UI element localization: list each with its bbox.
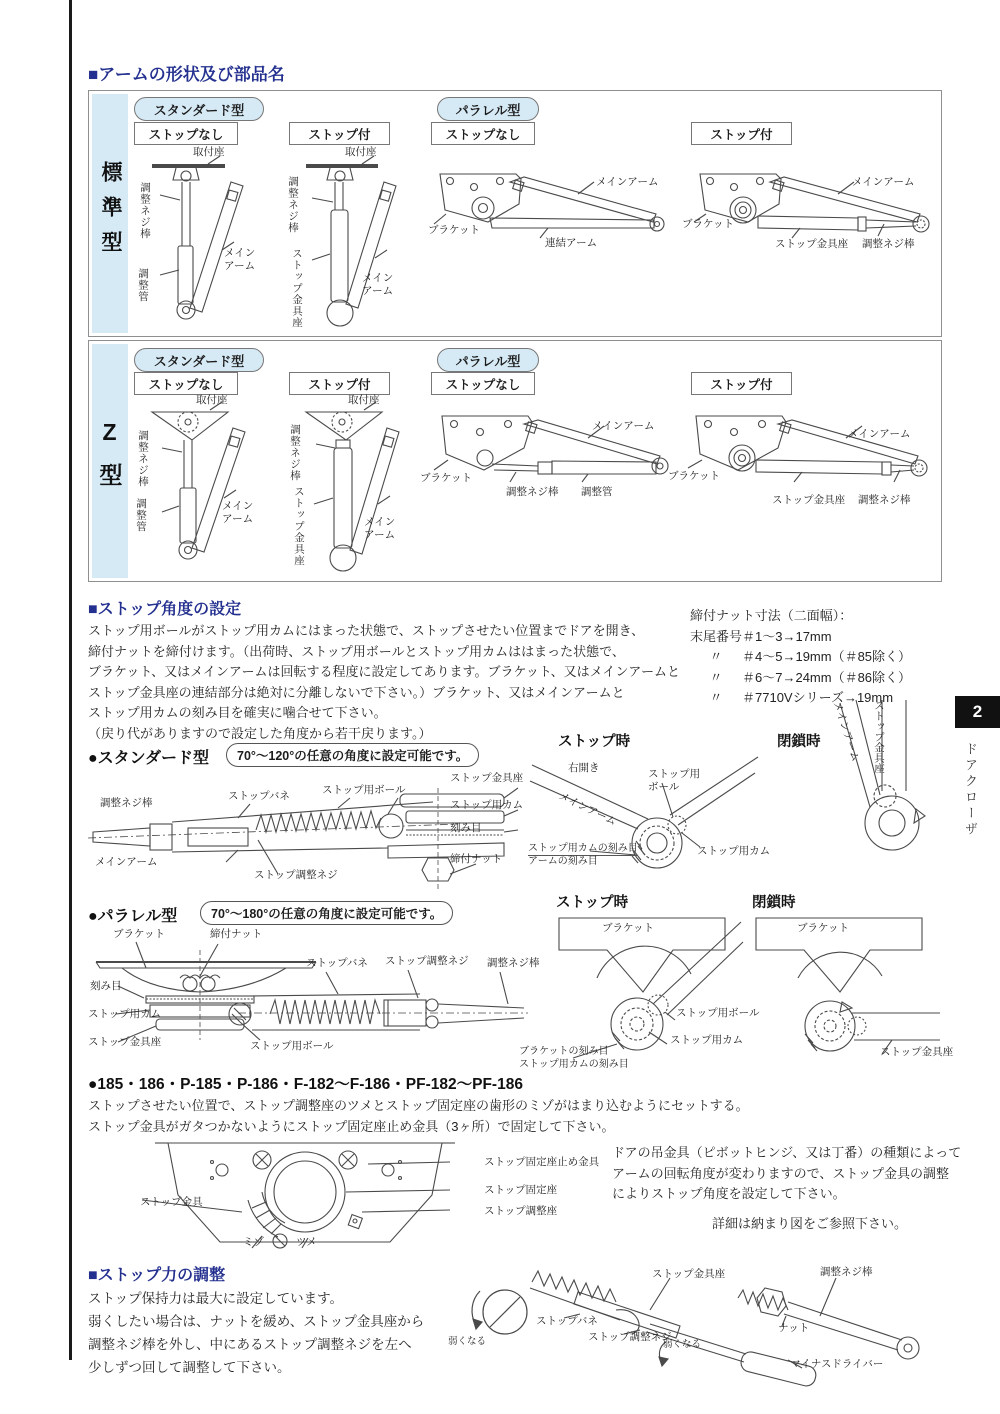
label-mounting-plate: 取付座 [196,394,228,406]
label-stop-ball: ストップ用ボール [648,768,701,794]
label-stop-adjust-screw: ストップ調整ネジ [588,1331,672,1343]
label-main-arm: メインアーム [222,500,254,526]
label-link-arm: 連結アーム [545,237,598,249]
label-main-arm: メインアーム [224,247,256,273]
stop-angle-paragraph [88,621,680,744]
label-stop-bracket-seat: ストップ金具座 [873,700,885,774]
label-adjust-rod: 調整ネジ棒 [506,486,559,498]
label-stop-ball: ストップ用ボール [676,1007,760,1019]
label-adjust-tube: 調整管 [135,498,147,533]
label-stop-fixing-seat-lock: ストップ固定座止め金具 [484,1156,600,1168]
label-arm-notch: アームの刻み目 [528,856,598,867]
ditto-mark: 〃 [709,690,723,705]
label-tightening-nut: 締付ナット [210,928,263,940]
label-bracket: ブラケット [668,470,720,482]
reference-note: 詳細は納まり図をご参照下さい。 [712,1216,908,1231]
label-bracket: ブラケット [602,922,654,934]
label-stop-cam: ストップ用カム [670,1034,744,1046]
side-index-label: ドアクローザ [963,742,978,838]
label-right-opening: 右開き [568,762,600,774]
oval-standard-arm: スタンダード型 [134,348,264,372]
label-weaken: 弱くなる [663,1339,702,1350]
tag-no-stop: ストップなし [134,122,238,145]
paragraph-line: ストップ保持力は最大に設定しています。 [88,1291,344,1306]
label-weaken: 弱くなる [448,1336,487,1347]
label-stop-spring: ストップバネ [228,790,290,802]
label-stop-adjust-seat: ストップ調整座 [484,1205,558,1217]
paragraph-line: 少しずつ回して調整して下さい。 [88,1360,291,1375]
label-stop-adjust-screw: ストップ調整ネジ [254,869,338,881]
label-adjust-tube: 調整管 [137,268,149,303]
label-adjust-rod: 調整ネジ棒 [287,176,299,234]
tag-with-stop: ストップ付 [691,122,792,145]
page-number-tab: 2 [955,696,1000,728]
label-main-arm: メインアーム [848,428,911,440]
paragraph-line: （戻り代がありますので設定した角度から若干戻ります。） [88,725,432,741]
label-stop-cam-notch: ストップ用カムの刻み目 [519,1059,629,1070]
tag-with-stop: ストップ付 [289,372,390,395]
label-stop-adjust-screw: ストップ調整ネジ [385,955,469,967]
tag-no-stop: ストップなし [431,372,535,395]
label-stop-bracket-seat: ストップ金具座 [293,486,305,567]
stop-state-title: ストップ時 [556,895,629,911]
label-bracket: ブラケット [113,928,165,940]
label-bracket: ブラケット [428,224,480,236]
label-stop-fixing-seat: ストップ固定座 [484,1184,558,1196]
left-margin-rule [69,0,72,1360]
nut-size-line: 〃 ＃4～5→19mm（＃85除く） [690,647,911,668]
label-adjust-rod: 調整ネジ棒 [858,494,911,506]
label-stop-cam: ストップ用カム [88,1008,162,1020]
label-stop-bracket-seat: ストップ金具座 [880,1046,954,1058]
label-stop-bracket-seat: ストップ金具座 [772,494,846,506]
nut-size-line: 〃 ＃7710Vシリーズ→19mm [690,688,911,709]
label-groove: ミゾ [243,1236,264,1248]
label-tightening-nut: 締付ナット [450,853,503,865]
tag-with-stop: ストップ付 [289,122,390,145]
oval-standard-arm: スタンダード型 [134,97,264,121]
label-stop-bracket-seat: ストップ金具座 [88,1036,162,1048]
nut-size-heading: 締付ナット寸法（二面幅）： [690,608,853,623]
tag-no-stop: ストップなし [134,372,238,395]
label-main-arm: メインアーム [592,420,655,432]
stop-state-title: ストップ時 [558,734,631,750]
label-adjust-rod: 調整ネジ棒 [100,797,153,809]
paragraph-line: 弱くしたい場合は、ナットを緩め、ストップ金具座から [88,1314,425,1329]
label-adjust-rod: 調整ネジ棒 [139,182,151,240]
nut-size-info [690,606,911,709]
label-stop-bracket-seat: ストップ金具座 [291,248,303,329]
paragraph-line: 調整ネジ棒を外し、中にあるストップ調整ネジを左へ [88,1337,412,1352]
label-stop-bracket-seat: ストップ金具座 [450,772,524,784]
standard-angle-range-pill: 70°～120°の任意の角度に設定可能です。 [226,743,479,767]
label-mounting-plate: 取付座 [193,146,225,158]
label-stop-spring: ストップバネ [306,957,368,969]
label-adjust-rod: 調整ネジ棒 [137,430,149,488]
label-mounting-plate: 取付座 [348,394,380,406]
label-mounting-plate: 取付座 [345,146,377,158]
ditto-mark: 〃 [709,649,723,664]
label-adjust-tube: 調整管 [581,486,613,498]
paragraph-line: ストップ金具座の連結部分は絶対に分離しないで下さい。）ブラケット、又はメインアームと [88,684,625,700]
section-title-stop-angle: ■ストップ角度の設定 [88,601,242,618]
label-stop-fitting: ストップ金具 [140,1196,203,1208]
standard-arm-no-stop-diagram [130,150,265,330]
models-note [612,1143,961,1205]
label-adjust-rod: 調整ネジ棒 [820,1266,873,1278]
note-line: アームの回転角度が変わりますので、ストップ金具の調整 [612,1165,949,1181]
label-adjust-rod: 調整ネジ棒 [862,238,915,250]
label-adjust-rod: 調整ネジ棒 [487,957,540,969]
stop-force-parts-diagram [520,1258,940,1403]
label-main-arm: メインアーム [364,516,396,542]
closed-state-title: 閉鎖時 [752,895,796,911]
paragraph-line: ストップ用カムの刻み目を確実に噛合せて下さい。 [88,705,387,720]
label-stop-spring: ストップバネ [536,1315,598,1327]
label-bracket: ブラケット [420,472,472,484]
label-main-arm: メインアーム [556,790,619,829]
label-bracket-notch: ブラケットの刻み目 [519,1046,609,1057]
standard-subheading: ●スタンダード型 [88,750,210,767]
ditto-mark: 〃 [709,669,723,685]
closed-state-title: 閉鎖時 [777,734,821,750]
note-line: によりストップ角度を設定して下さい。 [612,1186,846,1201]
oval-parallel-arm: パラレル型 [437,97,539,121]
nut-size-line: 〃 ＃6～7→24mm（＃86除く） [690,668,911,689]
label-notch: 刻み目 [90,980,122,992]
label-stop-cam: ストップ用カム [450,799,524,811]
section-title-stop-force: ■ストップ力の調整 [88,1267,226,1284]
models-heading: ●185・186・P-185・P-186・F-182～F-186・PF-182～PF-186 [88,1076,523,1093]
section-title-arm-shapes: ■アームの形状及び部品名 [88,65,285,84]
label-stop-bracket-seat: ストップ金具座 [652,1268,726,1280]
label-main-arm: メインアーム [95,856,158,868]
label-claw: ツメ [296,1236,317,1248]
side-label-z-type: Z型 [92,344,128,578]
note-line: ドアの吊金具（ピボットヒンジ、又は丁番）の種類によって [612,1145,962,1160]
label-bracket: ブラケット [797,922,849,934]
label-stop-cam-notch: ストップ用カムの刻み目 [528,843,638,854]
oval-parallel-arm: パラレル型 [437,348,539,372]
models-line2: ストップ金具がガタつかないようにストップ固定座止め金具（3ヶ所）で固定して下さい。 [88,1119,615,1134]
label-main-arm: メインアーム [596,176,659,188]
label-stop-cam: ストップ用カム [697,845,771,857]
paragraph-line: ブラケット、又はメインアームは回転する程度に設定してあります。ブラケット、又はメインアームと [88,664,681,679]
label-stop-bracket-seat: ストップ金具座 [775,238,849,250]
label-main-arm: メインアーム [852,176,915,188]
tag-no-stop: ストップなし [431,122,535,145]
label-stop-ball: ストップ用ボール [322,784,406,796]
paragraph-line: ストップ用ボールがストップ用カムにはまった状態で、ストップさせたい位置までドアを開き、 [88,623,645,638]
z-arm-no-stop-diagram [130,400,270,572]
side-label-standard-type: 標準型 [92,94,128,333]
label-nut: ナット [778,1322,810,1334]
z-parallel-with-stop-diagram [682,408,937,500]
tag-with-stop: ストップ付 [691,372,792,395]
models-line1: ストップさせたい位置で、ストップ調整座のツメとストップ固定座の歯形のミゾがはまり込むようにセットする。 [88,1098,749,1113]
label-stop-ball: ストップ用ボール [250,1040,334,1052]
parallel-angle-range-pill: 70°～180°の任意の角度に設定可能です。 [200,901,453,925]
nut-size-line: 末尾番号＃1～3→17mm [690,628,832,644]
label-main-arm: メインアーム [362,272,394,298]
label-notch: 刻み目 [450,822,482,834]
parallel-subheading: ●パラレル型 [88,908,178,925]
label-main-arm: メインアーム [830,700,862,764]
label-adjust-rod: 調整ネジ棒 [289,424,301,482]
paragraph-line: 締付ナットを締付けます。（出荷時、ストップ用ボールとストップ用カムははまった状態で、 [88,643,625,659]
label-bracket: ブラケット [682,218,734,230]
label-flathead-screwdriver: マイナスドライバー [790,1358,884,1370]
stop-force-paragraph [88,1287,424,1379]
